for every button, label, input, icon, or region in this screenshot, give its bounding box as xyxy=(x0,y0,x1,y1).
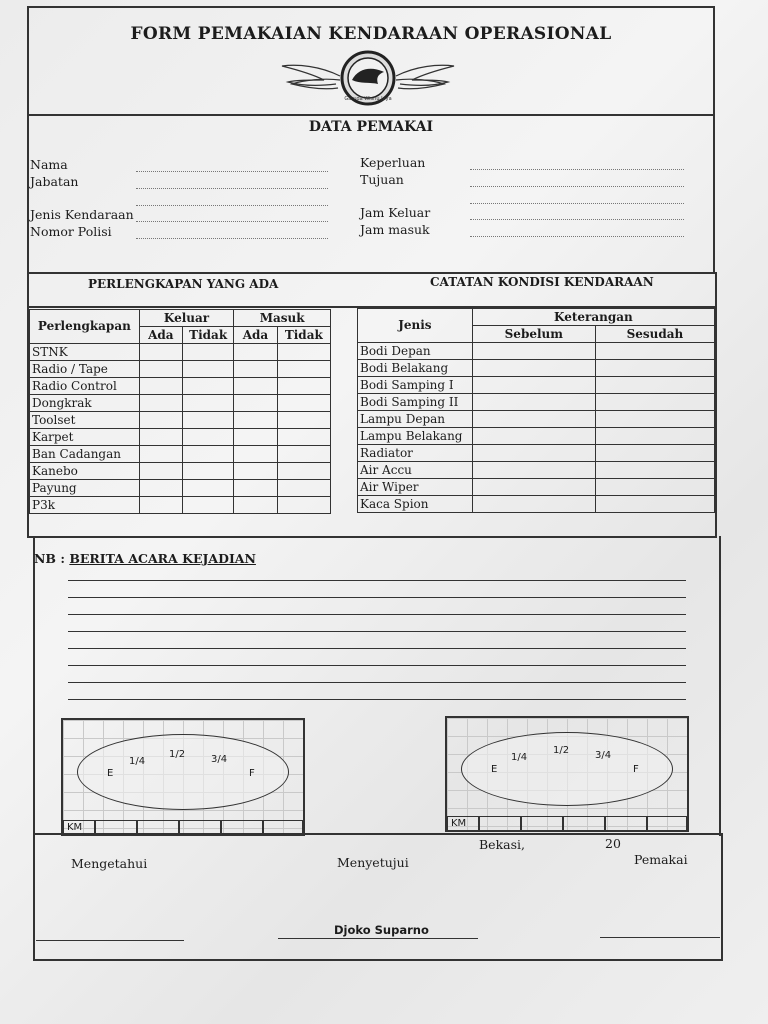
checkbox-cell[interactable] xyxy=(183,429,234,446)
perlengkapan-item-label: Toolset xyxy=(30,412,140,429)
nb-line-7[interactable] xyxy=(68,682,686,683)
table-row xyxy=(30,361,331,378)
note-cell[interactable] xyxy=(472,360,595,377)
perlengkapan-item-label: STNK xyxy=(30,344,140,361)
field-line-extra-right[interactable] xyxy=(470,203,684,204)
note-cell[interactable] xyxy=(472,496,595,513)
checkbox-cell[interactable] xyxy=(234,378,277,395)
signature-line-pemakai[interactable] xyxy=(600,937,720,938)
kondisi-heading: CATATAN KONDISI KENDARAAN xyxy=(430,275,654,289)
checkbox-cell[interactable] xyxy=(277,429,330,446)
note-cell[interactable] xyxy=(595,360,714,377)
checkbox-cell[interactable] xyxy=(139,497,182,514)
perlengkapan-item-label: Radio / Tape xyxy=(30,361,140,378)
col-keluar-tidak: Tidak xyxy=(183,327,234,344)
field-line-tujuan[interactable] xyxy=(470,186,684,187)
checkbox-cell[interactable] xyxy=(139,446,182,463)
col-keluar: Keluar xyxy=(139,310,234,327)
nb-line-1[interactable] xyxy=(68,580,686,581)
kondisi-item-label: Lampu Belakang xyxy=(358,428,473,445)
kondisi-item-label: Bodi Belakang xyxy=(358,360,473,377)
note-cell[interactable] xyxy=(472,479,595,496)
kondisi-table xyxy=(357,308,715,513)
km-digit-2[interactable] xyxy=(521,816,563,832)
checkbox-cell[interactable] xyxy=(139,344,182,361)
checkbox-cell[interactable] xyxy=(234,446,277,463)
checkbox-cell[interactable] xyxy=(277,378,330,395)
field-label-jenis-kendaraan: Jenis Kendaraan xyxy=(30,207,134,222)
checkbox-cell[interactable] xyxy=(183,480,234,497)
note-cell[interactable] xyxy=(472,377,595,394)
checkbox-cell[interactable] xyxy=(277,497,330,514)
note-cell[interactable] xyxy=(472,343,595,360)
col-perlengkapan: Perlengkapan xyxy=(30,310,140,344)
note-cell[interactable] xyxy=(472,462,595,479)
field-line-nomor-polisi[interactable] xyxy=(136,238,328,239)
km-digit-1[interactable] xyxy=(479,816,521,832)
winged-emblem-icon xyxy=(280,50,456,106)
checkbox-cell[interactable] xyxy=(277,395,330,412)
table-row xyxy=(358,479,715,496)
perlengkapan-item-label: Radio Control xyxy=(30,378,140,395)
col-keluar-ada: Ada xyxy=(139,327,182,344)
table-row xyxy=(358,462,715,479)
checkbox-cell[interactable] xyxy=(139,463,182,480)
table-row xyxy=(358,377,715,394)
perlengkapan-item-label: Kanebo xyxy=(30,463,140,480)
gauge-full-label: F xyxy=(249,768,255,779)
nb-line-3[interactable] xyxy=(68,614,686,615)
table-row xyxy=(30,378,331,395)
col-sesudah: Sesudah xyxy=(595,326,714,343)
signature-pemakai: Pemakai xyxy=(634,852,688,867)
form-title: FORM PEMAKAIAN KENDARAAN OPERASIONAL xyxy=(130,24,612,44)
gauge-half-label: 1/2 xyxy=(169,749,186,760)
note-cell[interactable] xyxy=(595,479,714,496)
field-label-nama: Nama xyxy=(30,157,68,172)
col-keterangan: Keterangan xyxy=(472,309,714,326)
checkbox-cell[interactable] xyxy=(234,463,277,480)
col-jenis: Jenis xyxy=(358,309,473,343)
kondisi-item-label: Radiator xyxy=(358,445,473,462)
checkbox-cell[interactable] xyxy=(234,395,277,412)
checkbox-cell[interactable] xyxy=(277,463,330,480)
nb-line-4[interactable] xyxy=(68,631,686,632)
km-label: KM xyxy=(447,816,479,832)
table-row xyxy=(358,360,715,377)
perlengkapan-item-label: P3k xyxy=(30,497,140,514)
signature-year: 20 xyxy=(605,836,621,851)
gauge-full-label: F xyxy=(633,764,639,775)
checkbox-cell[interactable] xyxy=(234,344,277,361)
gauge-empty-label: E xyxy=(491,764,498,775)
checkbox-cell[interactable] xyxy=(234,412,277,429)
nb-line-6[interactable] xyxy=(68,665,686,666)
field-line-keperluan[interactable] xyxy=(470,169,684,170)
checkbox-cell[interactable] xyxy=(139,412,182,429)
gauge-three-quarter-label: 3/4 xyxy=(211,754,228,765)
checkbox-cell[interactable] xyxy=(139,480,182,497)
checkbox-cell[interactable] xyxy=(183,497,234,514)
nb-line-2[interactable] xyxy=(68,597,686,598)
checkbox-cell[interactable] xyxy=(139,378,182,395)
km-label: KM xyxy=(63,820,95,836)
checkbox-cell[interactable] xyxy=(234,497,277,514)
perlengkapan-table xyxy=(29,309,331,514)
checkbox-cell[interactable] xyxy=(277,361,330,378)
checkbox-cell[interactable] xyxy=(183,344,234,361)
note-cell[interactable] xyxy=(472,394,595,411)
checkbox-cell[interactable] xyxy=(183,395,234,412)
note-cell[interactable] xyxy=(472,428,595,445)
field-label-keperluan: Keperluan xyxy=(360,155,426,170)
table-row xyxy=(358,411,715,428)
nb-line-8[interactable] xyxy=(68,699,686,700)
checkbox-cell[interactable] xyxy=(277,480,330,497)
note-cell[interactable] xyxy=(595,343,714,360)
checkbox-cell[interactable] xyxy=(277,344,330,361)
note-cell[interactable] xyxy=(595,411,714,428)
table-row xyxy=(30,344,331,361)
table-row xyxy=(30,463,331,480)
note-cell[interactable] xyxy=(472,411,595,428)
table-row xyxy=(358,394,715,411)
col-masuk-tidak: Tidak xyxy=(277,327,330,344)
checkbox-cell[interactable] xyxy=(234,361,277,378)
note-cell[interactable] xyxy=(595,445,714,462)
data-pemakai-heading: DATA PEMAKAI xyxy=(308,119,434,135)
kondisi-item-label: Lampu Depan xyxy=(358,411,473,428)
gauge-half-label: 1/2 xyxy=(553,745,570,756)
checkbox-cell[interactable] xyxy=(183,361,234,378)
note-cell[interactable] xyxy=(595,496,714,513)
note-cell[interactable] xyxy=(595,428,714,445)
perlengkapan-item-label: Ban Cadangan xyxy=(30,446,140,463)
km-digit-5[interactable] xyxy=(647,816,687,832)
table-row xyxy=(30,412,331,429)
kondisi-item-label: Kaca Spion xyxy=(358,496,473,513)
gauge-quarter-label: 1/4 xyxy=(129,756,146,767)
perlengkapan-item-label: Dongkrak xyxy=(30,395,140,412)
field-line-jabatan[interactable] xyxy=(136,188,328,189)
col-masuk: Masuk xyxy=(234,310,331,327)
table-row xyxy=(30,446,331,463)
gauge-quarter-label: 1/4 xyxy=(511,752,528,763)
note-cell[interactable] xyxy=(472,445,595,462)
nb-heading xyxy=(34,551,256,566)
note-cell[interactable] xyxy=(595,377,714,394)
checkbox-cell[interactable] xyxy=(183,412,234,429)
table-row xyxy=(30,429,331,446)
table-row xyxy=(30,497,331,514)
field-label-nomor-polisi: Nomor Polisi xyxy=(30,224,112,239)
km-digit-4[interactable] xyxy=(605,816,647,832)
field-label-jabatan: Jabatan xyxy=(30,174,79,189)
field-line-jam-keluar[interactable] xyxy=(470,219,684,220)
checkbox-cell[interactable] xyxy=(277,446,330,463)
kondisi-item-label: Bodi Depan xyxy=(358,343,473,360)
signature-frame xyxy=(33,833,723,961)
checkbox-cell[interactable] xyxy=(234,429,277,446)
checkbox-cell[interactable] xyxy=(183,378,234,395)
signature-line-menyetujui[interactable] xyxy=(278,938,478,939)
table-row xyxy=(30,395,331,412)
kondisi-item-label: Air Accu xyxy=(358,462,473,479)
kondisi-item-label: Air Wiper xyxy=(358,479,473,496)
signature-place: Bekasi, xyxy=(479,837,525,852)
field-line-nama[interactable] xyxy=(136,171,328,172)
nb-title: BERITA ACARA KEJADIAN xyxy=(69,551,256,566)
field-label-jam-masuk: Jam masuk xyxy=(360,222,430,237)
data-pemakai-divider xyxy=(27,114,715,116)
col-sebelum: Sebelum xyxy=(472,326,595,343)
table-row xyxy=(358,428,715,445)
fuel-gauge-masuk[interactable] xyxy=(445,716,689,832)
signature-menyetujui: Menyetujui xyxy=(337,855,409,870)
table-row xyxy=(30,480,331,497)
kondisi-item-label: Bodi Samping II xyxy=(358,394,473,411)
fuel-gauge-keluar[interactable] xyxy=(61,718,305,836)
checkbox-cell[interactable] xyxy=(139,395,182,412)
checkbox-cell[interactable] xyxy=(277,412,330,429)
perlengkapan-item-label: Payung xyxy=(30,480,140,497)
gauge-empty-label: E xyxy=(107,768,114,779)
field-label-tujuan: Tujuan xyxy=(360,172,404,187)
table-row xyxy=(358,343,715,360)
field-label-jam-keluar: Jam Keluar xyxy=(360,205,431,220)
note-cell[interactable] xyxy=(595,462,714,479)
km-digit-3[interactable] xyxy=(563,816,605,832)
checkbox-cell[interactable] xyxy=(234,480,277,497)
field-line-jam-masuk[interactable] xyxy=(470,236,684,237)
km-boxes-masuk xyxy=(447,816,687,832)
kondisi-item-label: Bodi Samping I xyxy=(358,377,473,394)
checkbox-cell[interactable] xyxy=(139,361,182,378)
gauge-three-quarter-label: 3/4 xyxy=(595,750,612,761)
table-row xyxy=(358,496,715,513)
note-cell[interactable] xyxy=(595,394,714,411)
perlengkapan-heading: PERLENGKAPAN YANG ADA xyxy=(88,277,279,291)
perlengkapan-item-label: Karpet xyxy=(30,429,140,446)
logo-caption: Garuda Wisnu Jaya xyxy=(344,96,392,102)
field-line-extra[interactable] xyxy=(136,205,328,206)
nb-line-5[interactable] xyxy=(68,648,686,649)
field-line-jenis-kendaraan[interactable] xyxy=(136,221,328,222)
checkbox-cell[interactable] xyxy=(183,463,234,480)
col-masuk-ada: Ada xyxy=(234,327,277,344)
checkbox-cell[interactable] xyxy=(139,429,182,446)
table-row xyxy=(358,445,715,462)
nb-prefix: NB : xyxy=(34,551,65,566)
signature-line-mengetahui[interactable] xyxy=(36,940,184,941)
signature-mengetahui: Mengetahui xyxy=(71,856,148,871)
checkbox-cell[interactable] xyxy=(183,446,234,463)
approver-name: Djoko Suparno xyxy=(334,923,429,937)
